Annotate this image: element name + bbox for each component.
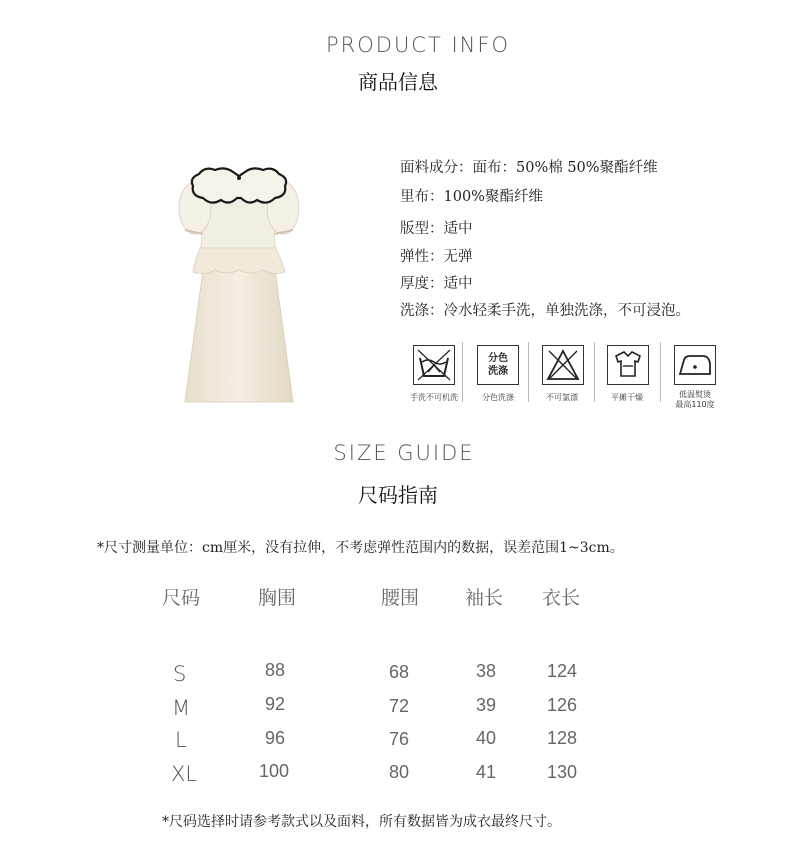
spec-fit: 版型：适中 xyxy=(400,221,473,237)
spec-washing: 洗涤：冷水轻柔手洗，单独洗涤，不可浸泡。 xyxy=(400,303,690,319)
care-label-dry-flat: 平摊干燥 xyxy=(611,393,643,402)
header-sleeve: 袖长 xyxy=(465,587,504,609)
size-guide-title: SIZE GUIDE xyxy=(333,441,475,465)
measurement-note: *尺寸测量单位：cm厘米，没有拉伸，不考虑弹性范围内的数据，误差范围1~3cm。 xyxy=(97,540,624,556)
low-iron-icon xyxy=(674,345,716,385)
header-waist: 腰围 xyxy=(381,587,420,609)
separate-wash-icon: 分色 洗涤 xyxy=(477,345,519,385)
spec-fabric: 面料成分：面布：50%棉 50%聚酯纤维 xyxy=(400,160,658,176)
header-size: 尺码 xyxy=(162,587,201,609)
dress-image xyxy=(175,160,305,410)
header-length: 衣长 xyxy=(542,587,581,609)
hand-wash-icon xyxy=(413,345,455,385)
size-guide-subtitle: 尺码指南 xyxy=(358,483,438,507)
product-info-subtitle: 商品信息 xyxy=(358,70,438,94)
spec-lining: 里布：100%聚酯纤维 xyxy=(400,189,543,205)
care-label-hand-wash: 手洗不可机洗 xyxy=(410,393,458,402)
dry-flat-icon xyxy=(607,345,649,385)
care-label-low-iron: 低温熨烫 最高110度 xyxy=(675,390,715,409)
no-bleach-icon xyxy=(542,345,584,385)
header-bust: 胸围 xyxy=(258,587,297,609)
spec-elasticity: 弹性：无弹 xyxy=(400,249,473,265)
care-label-no-bleach: 不可氯漂 xyxy=(546,393,578,402)
care-label-separate-wash: 分色洗涤 xyxy=(482,393,514,402)
size-selection-note: *尺码选择时请参考款式以及面料，所有数据皆为成衣最终尺寸。 xyxy=(162,814,561,830)
product-info-title: PRODUCT INFO xyxy=(325,33,510,57)
spec-thickness: 厚度：适中 xyxy=(400,276,473,292)
